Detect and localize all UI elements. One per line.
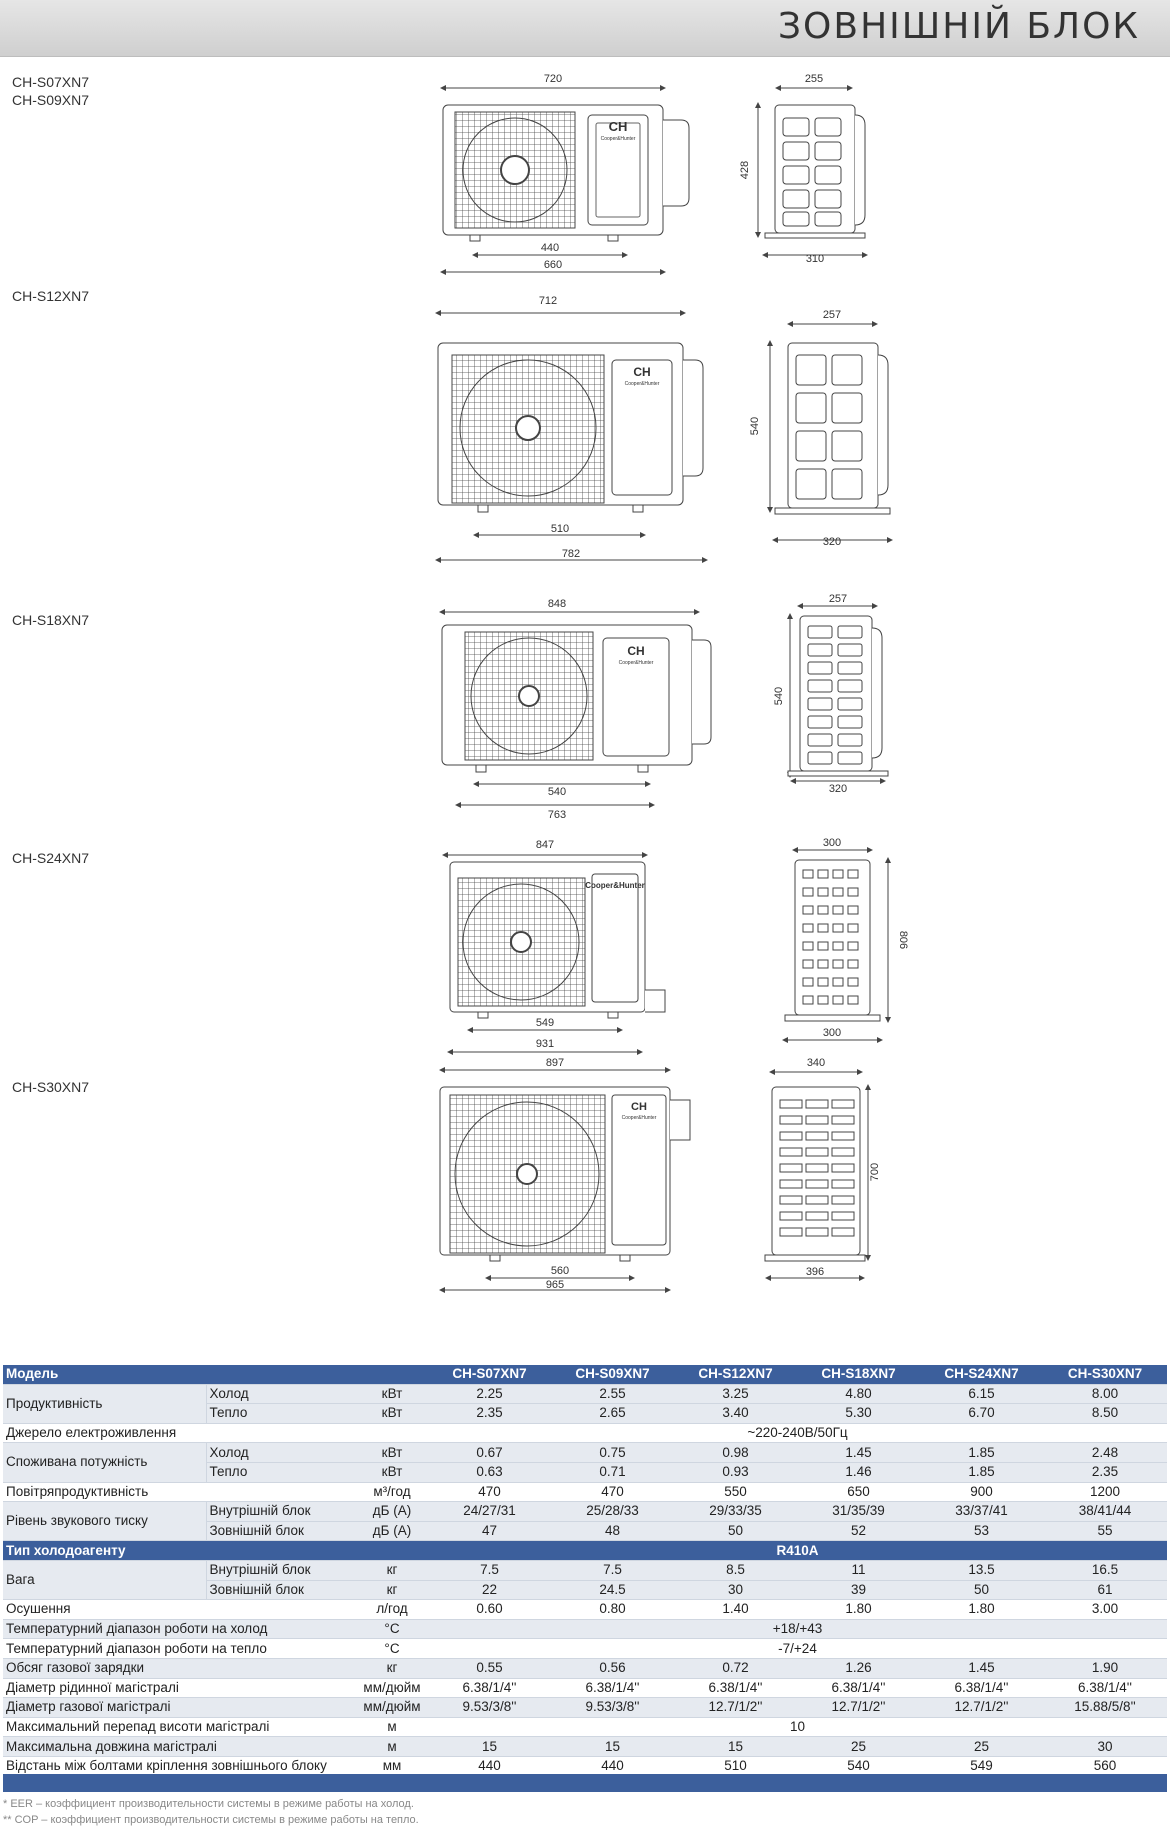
cell-value: 549 [920,1756,1043,1776]
row-unit: кг [356,1560,428,1580]
cell-value: 48 [551,1521,674,1541]
dim-side-top: 255 [804,73,824,85]
cell-value: 1.85 [920,1462,1043,1482]
brand-logo-icon: CH [627,644,645,658]
side-louvers [780,1100,854,1236]
cell-value: 12.7/1/2'' [674,1698,797,1718]
cell-value: 30 [674,1580,797,1600]
cell-value: 50 [920,1580,1043,1600]
dim-bolt: 549 [535,1017,555,1029]
dim-side-base: 310 [805,253,825,265]
dim-bolt: 440 [540,242,560,254]
cell-value: 1.80 [797,1600,920,1620]
table-row [3,1541,1167,1561]
brand-logo-text: Cooper&Hunter [600,136,636,142]
cell-value: 6.38/1/4'' [920,1678,1043,1698]
row-unit: кг [356,1580,428,1600]
cell-value: 6.38/1/4'' [674,1678,797,1698]
table-row [3,1423,1167,1443]
dim-base: 965 [545,1279,565,1291]
model-label: CH-S12XN7 [12,288,90,304]
dim-side-base: 320 [828,783,848,795]
row-sublabel: Внутрішній блок [206,1560,356,1580]
row-label: Температурний діапазон роботи на тепло [3,1639,356,1659]
cell-value: 0.56 [551,1658,674,1678]
row-label: Тип холодоагенту [3,1541,428,1561]
unit-3-side-view [773,593,888,795]
row-unit: м³/год [356,1482,428,1502]
dim-side-top: 257 [822,309,842,321]
table-row [3,1698,1167,1718]
cell-value: 24/27/31 [428,1502,551,1522]
spec-table [3,1365,1167,1776]
unit-1-side-view [739,73,865,265]
cell-value: R410A [428,1541,1167,1561]
cell-value: 4.80 [797,1384,920,1404]
table-row [3,1737,1167,1757]
cell-value: 3.40 [674,1404,797,1424]
dim-base: 660 [543,259,563,271]
row-label: Діаметр газової магістралі [3,1698,356,1718]
footnote: ** COP – коэффициент производительности системы в режиме работы на тепло. [3,1814,419,1826]
cell-value: 0.98 [674,1443,797,1463]
dim-width: 848 [547,598,567,610]
footnote: * EER – коэффициент производительности системы в режиме работы на холод. [3,1798,414,1810]
brand-logo-icon: CH [608,119,628,134]
unit-4-side-view [785,837,909,1040]
cell-value: 15.88/5/8'' [1043,1698,1167,1718]
row-label: Споживана потужність [3,1443,206,1482]
dim-base: 931 [535,1038,555,1050]
cell-value: 2.35 [428,1404,551,1424]
cell-value: ~220-240В/50Гц [428,1423,1167,1443]
row-label: Осушення [3,1600,356,1620]
row-label: Обсяг газової зарядки [3,1658,356,1678]
dim-side-base: 396 [805,1266,825,1278]
cell-value: 3.00 [1043,1600,1167,1620]
table-row [3,1619,1167,1639]
cell-value: 13.5 [920,1560,1043,1580]
cell-value: 7.5 [428,1560,551,1580]
unit-5-side-view [765,1057,881,1278]
unit-4-front-view [445,839,665,1052]
cell-value: 9.53/3/8'' [551,1698,674,1718]
row-label: Продуктивність [3,1384,206,1423]
cell-value: 15 [551,1737,674,1757]
dim-side-height: 540 [773,686,785,706]
row-unit: мм/дюйм [356,1678,428,1698]
dim-side-height: 700 [869,1162,881,1182]
row-label: Вага [3,1560,206,1599]
brand-logo-text: Cooper&Hunter [621,1115,657,1121]
cell-value: 2.55 [551,1384,674,1404]
cell-value: 6.70 [920,1404,1043,1424]
unit-3-front-view [442,598,711,821]
model-label: CH-S24XN7 [12,850,90,866]
cell-value: 6.38/1/4'' [1043,1678,1167,1698]
cell-value: 7.5 [551,1560,674,1580]
row-unit: мм/дюйм [356,1698,428,1718]
cell-value: 2.48 [1043,1443,1167,1463]
cell-value: 0.67 [428,1443,551,1463]
header-model: CH-S07XN7 [428,1365,551,1384]
table-row [3,1482,1167,1502]
dim-side-height: 540 [749,416,761,436]
header-label: Модель [3,1365,428,1384]
row-unit: кВт [356,1443,428,1463]
cell-value: 22 [428,1580,551,1600]
cell-value: 1.26 [797,1658,920,1678]
header-model: CH-S24XN7 [920,1365,1043,1384]
cell-value: 1.90 [1043,1658,1167,1678]
brand-logo-icon: CH [631,1101,647,1113]
cell-value: 47 [428,1521,551,1541]
dim-side-base: 320 [822,536,842,548]
cell-value: 0.93 [674,1462,797,1482]
dim-side-top: 340 [806,1057,826,1069]
cell-value: 1.45 [797,1443,920,1463]
row-label: Температурний діапазон роботи на холод [3,1619,356,1639]
row-label: Максимальна довжина магістралі [3,1737,356,1757]
model-name: CH-S07XN7 [12,74,90,90]
cell-value: 0.71 [551,1462,674,1482]
cell-value: 1.85 [920,1443,1043,1463]
row-sublabel: Внутрішній блок [206,1502,356,1522]
dim-side-top: 257 [828,593,848,605]
dim-width: 847 [535,839,555,851]
unit-1-front-view [443,73,689,272]
header-model: CH-S18XN7 [797,1365,920,1384]
dim-side-height: 806 [897,930,909,950]
cell-value: 440 [551,1756,674,1776]
row-unit: м [356,1737,428,1757]
header-model: CH-S09XN7 [551,1365,674,1384]
cell-value: 440 [428,1756,551,1776]
row-unit: дБ (А) [356,1521,428,1541]
dim-bolt: 510 [550,523,570,535]
table-row [3,1658,1167,1678]
cell-value: 38/41/44 [1043,1502,1167,1522]
dim-base: 763 [547,809,567,821]
row-unit: кВт [356,1384,428,1404]
cell-value: 6.38/1/4'' [797,1678,920,1698]
table-row [3,1502,1167,1522]
cell-value: 3.25 [674,1384,797,1404]
row-unit: °C [356,1639,428,1659]
cell-value: 15 [674,1737,797,1757]
cell-value: 39 [797,1580,920,1600]
unit-5-front-view [440,1057,690,1291]
row-label: Максимальний перепад висоти магістралі [3,1717,356,1737]
brand-logo-text: Cooper&Hunter [624,381,660,387]
dim-width: 897 [545,1057,565,1069]
table-row [3,1678,1167,1698]
cell-value: 31/35/39 [797,1502,920,1522]
model-label: CH-S18XN7 [12,612,90,628]
cell-value: 52 [797,1521,920,1541]
table-row [3,1560,1167,1580]
table-row [3,1384,1167,1404]
cell-value: 0.63 [428,1462,551,1482]
dim-base: 782 [561,548,581,560]
unit-2-front-view [438,295,705,560]
table-row [3,1443,1167,1463]
row-unit: кг [356,1658,428,1678]
cell-value: 8.00 [1043,1384,1167,1404]
row-unit: л/год [356,1600,428,1620]
table-footer-bar [3,1774,1167,1792]
table-header-row [3,1365,1167,1384]
cell-value: 25 [797,1737,920,1757]
cell-value: 470 [551,1482,674,1502]
cell-value: 29/33/35 [674,1502,797,1522]
row-label: Діаметр рідинної магістралі [3,1678,356,1698]
cell-value: 15 [428,1737,551,1757]
cell-value: 25/28/33 [551,1502,674,1522]
brand-logo-text: Cooper&Hunter [618,660,654,666]
table-row [3,1639,1167,1659]
dim-side-height: 428 [739,160,751,180]
header-model: CH-S12XN7 [674,1365,797,1384]
cell-value: 1.46 [797,1462,920,1482]
cell-value: 0.75 [551,1443,674,1463]
row-sublabel: Тепло [206,1462,356,1482]
row-unit: м [356,1717,428,1737]
cell-value: 1.45 [920,1658,1043,1678]
row-unit: кВт [356,1462,428,1482]
header-model: CH-S30XN7 [1043,1365,1167,1384]
row-sublabel: Холод [206,1443,356,1463]
cell-value: 33/37/41 [920,1502,1043,1522]
cell-value: 24.5 [551,1580,674,1600]
row-label: Джерело електроживлення [3,1423,428,1443]
cell-value: 650 [797,1482,920,1502]
cell-value: 900 [920,1482,1043,1502]
dim-width: 720 [543,73,563,85]
cell-value: 510 [674,1756,797,1776]
cell-value: +18/+43 [428,1619,1167,1639]
cell-value: 5.30 [797,1404,920,1424]
cell-value: 16.5 [1043,1560,1167,1580]
row-unit: дБ (А) [356,1502,428,1522]
cell-value: 6.38/1/4'' [551,1678,674,1698]
cell-value: 1.80 [920,1600,1043,1620]
model-label: CH-S30XN7 [12,1079,90,1095]
dim-side-top: 300 [822,837,842,849]
dim-bolt: 540 [547,786,567,798]
cell-value: 2.35 [1043,1462,1167,1482]
cell-value: 8.5 [674,1560,797,1580]
cell-value: 560 [1043,1756,1167,1776]
row-unit: °C [356,1619,428,1639]
table-row [3,1717,1167,1737]
cell-value: 12.7/1/2'' [920,1698,1043,1718]
cell-value: 25 [920,1737,1043,1757]
cell-value: 6.15 [920,1384,1043,1404]
cell-value: 9.53/3/8'' [428,1698,551,1718]
cell-value: -7/+24 [428,1639,1167,1659]
cell-value: 1200 [1043,1482,1167,1502]
row-sublabel: Холод [206,1384,356,1404]
cell-value: 10 [428,1717,1167,1737]
cell-value: 55 [1043,1521,1167,1541]
brand-logo-icon: CH [633,365,651,379]
cell-value: 2.25 [428,1384,551,1404]
brand-logo-text: Cooper&Hunter [585,881,645,890]
row-sublabel: Тепло [206,1404,356,1424]
row-sublabel: Зовнішній блок [206,1580,356,1600]
unit-2-side-view [749,309,890,548]
cell-value: 0.72 [674,1658,797,1678]
table-row [3,1600,1167,1620]
cell-value: 11 [797,1560,920,1580]
cell-value: 2.65 [551,1404,674,1424]
cell-value: 61 [1043,1580,1167,1600]
cell-value: 470 [428,1482,551,1502]
row-sublabel: Зовнішній блок [206,1521,356,1541]
row-label: Відстань між болтами кріплення зовнішнього блоку [3,1756,356,1776]
page-title: ЗОВНІШНІЙ БЛОК [777,6,1140,47]
cell-value: 53 [920,1521,1043,1541]
dim-bolt: 560 [550,1265,570,1277]
dim-side-base: 300 [822,1027,842,1039]
cell-value: 6.38/1/4'' [428,1678,551,1698]
row-label: Рівень звукового тиску [3,1502,206,1541]
cell-value: 540 [797,1756,920,1776]
row-label: Повітряпродуктивність [3,1482,356,1502]
cell-value: 12.7/1/2'' [797,1698,920,1718]
cell-value: 0.55 [428,1658,551,1678]
cell-value: 1.40 [674,1600,797,1620]
cell-value: 0.80 [551,1600,674,1620]
cell-value: 30 [1043,1737,1167,1757]
row-unit: кВт [356,1404,428,1424]
row-unit: мм [356,1756,428,1776]
cell-value: 8.50 [1043,1404,1167,1424]
dim-width: 712 [538,295,558,307]
cell-value: 0.60 [428,1600,551,1620]
model-name: CH-S09XN7 [12,92,90,108]
cell-value: 50 [674,1521,797,1541]
cell-value: 550 [674,1482,797,1502]
